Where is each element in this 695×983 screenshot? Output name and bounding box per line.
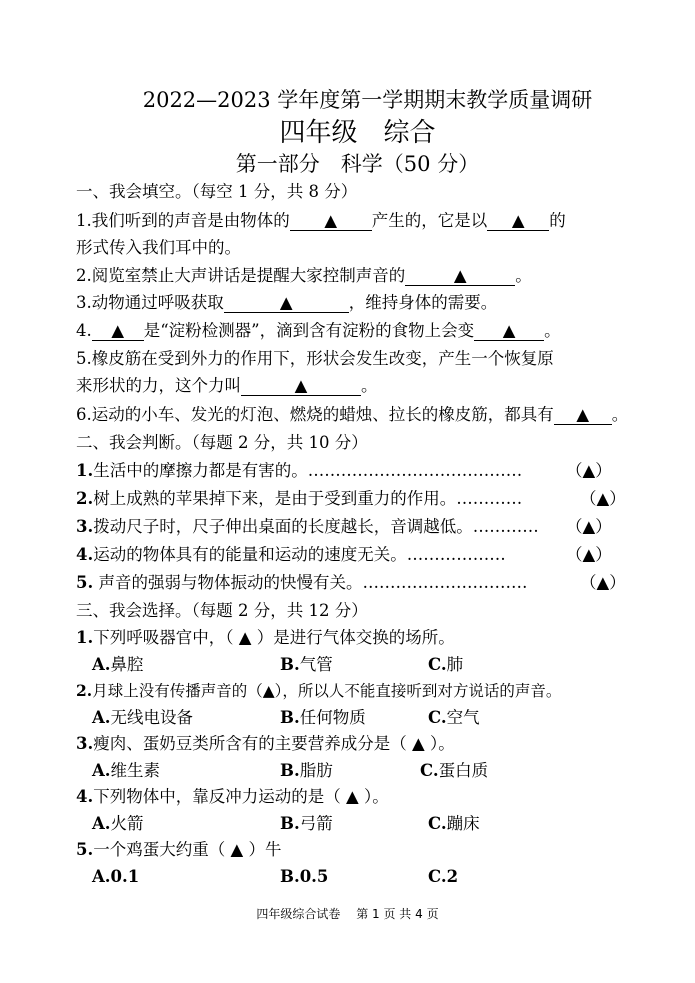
answer-blank[interactable] (92, 322, 144, 341)
choice-option[interactable]: C.蛋白质 (420, 761, 489, 780)
choice-option[interactable]: A.0.1 (92, 867, 140, 886)
choice-option[interactable]: B.0.5 (280, 867, 329, 886)
judge-answer-bracket[interactable]: （▲） (566, 517, 612, 536)
answer-blank[interactable] (224, 294, 349, 313)
triangle-mark-icon: ▲ (111, 321, 125, 340)
triangle-mark-icon: ▲ (502, 321, 516, 340)
page-footer: 四年级综合试卷 第 1 页 共 4 页 (256, 907, 439, 921)
fill-question-1-cont: 形式传入我们耳中的。 (76, 238, 241, 257)
choice-question-stem: 3.瘦肉、蛋奶豆类所含有的主要营养成分是（ ▲ ）。 (76, 734, 455, 753)
judge-question: 1.生活中的摩擦力都是有害的。………………………………… (76, 461, 523, 480)
triangle-mark-icon[interactable]: ▲ (411, 734, 425, 753)
fill-question-6: 6.运动的小车、发光的灯泡、燃烧的蜡烛、拉长的橡皮筋，都具有 ▲ 。 (76, 405, 629, 424)
choice-option[interactable]: B.任何物质 (280, 708, 366, 727)
triangle-mark-icon: ▲ (582, 545, 596, 564)
judge-answer-bracket[interactable]: （▲） (580, 489, 626, 508)
triangle-mark-icon: ▲ (324, 211, 338, 230)
judge-answer-bracket[interactable]: （▲） (580, 573, 626, 592)
choice-question-stem: 5.一个鸡蛋大约重（ ▲ ）牛 (76, 840, 282, 859)
triangle-mark-icon: ▲ (596, 573, 610, 592)
choice-question-stem: 1.下列呼吸器官中，（ ▲ ）是进行气体交换的场所。 (76, 628, 455, 647)
choice-question-stem: 4.下列物体中，靠反冲力运动的是（ ▲ ）。 (76, 787, 389, 806)
judge-answer-bracket[interactable]: （▲） (566, 545, 612, 564)
choice-option[interactable]: A.无线电设备 (92, 708, 194, 727)
triangle-mark-icon: ▲ (294, 376, 308, 395)
choice-option[interactable]: A.火箭 (92, 814, 144, 833)
choice-option[interactable]: A.鼻腔 (92, 655, 144, 674)
triangle-mark-icon: ▲ (576, 405, 590, 424)
choice-option[interactable]: C.蹦床 (428, 814, 480, 833)
choice-option[interactable]: C.2 (428, 867, 459, 886)
triangle-mark-icon: ▲ (596, 489, 610, 508)
fill-question-2: 2.阅览室禁止大声讲话是提醒大家控制声音的 ▲ 。 (76, 266, 532, 285)
triangle-mark-icon[interactable]: ▲ (262, 682, 275, 700)
triangle-mark-icon[interactable]: ▲ (230, 840, 244, 859)
part-title: 第一部分 科学（50 分） (235, 152, 480, 176)
fill-question-4: 4. ▲ 是“淀粉检测器”，滴到含有淀粉的食物上会变 ▲ 。 (76, 321, 561, 340)
exam-title: 2022—2023 学年度第一学期期末教学质量调研 (142, 88, 593, 112)
answer-blank[interactable] (405, 267, 515, 286)
choice-option[interactable]: B.弓箭 (280, 814, 333, 833)
triangle-mark-icon[interactable]: ▲ (345, 787, 359, 806)
fill-question-3: 3.动物通过呼吸获取 ▲ ，维持身体的需要。 (76, 293, 498, 312)
answer-blank[interactable] (241, 377, 361, 396)
judge-answer-bracket[interactable]: （▲） (566, 461, 612, 480)
choice-option[interactable]: A.维生素 (92, 761, 161, 780)
triangle-mark-icon: ▲ (453, 266, 467, 285)
choice-question-stem: 2.月球上没有传播声音的（▲），所以人不能直接听到对方说话的声音。 (76, 681, 562, 700)
answer-blank[interactable] (554, 406, 612, 425)
triangle-mark-icon[interactable]: ▲ (238, 628, 252, 647)
triangle-mark-icon: ▲ (511, 211, 525, 230)
judge-question: 4.运动的物体具有的能量和运动的速度无关。……………… (76, 545, 506, 564)
answer-blank[interactable] (487, 212, 549, 231)
judge-question: 2.树上成熟的苹果掉下来，是由于受到重力的作用。………… (76, 489, 523, 508)
section3-heading: 三、我会选择。（每题 2 分，共 12 分） (76, 601, 368, 620)
fill-question-5-cont: 来形状的力，这个力叫 ▲ 。 (76, 376, 378, 395)
answer-blank[interactable] (290, 212, 372, 231)
section2-heading: 二、我会判断。（每题 2 分，共 10 分） (76, 433, 368, 452)
triangle-mark-icon: ▲ (582, 461, 596, 480)
judge-question: 5. 声音的强弱与物体振动的快慢有关。………………………… (76, 573, 528, 592)
choice-option[interactable]: C.肺 (428, 655, 464, 674)
grade-subject-title: 四年级 综合 (279, 118, 436, 148)
choice-option[interactable]: C.空气 (428, 708, 480, 727)
triangle-mark-icon: ▲ (279, 293, 293, 312)
triangle-mark-icon: ▲ (582, 517, 596, 536)
choice-option[interactable]: B.脂肪 (280, 761, 333, 780)
judge-question: 3.拨动尺子时，尺子伸出桌面的长度越长，音调越低。………… (76, 517, 539, 536)
fill-question-5: 5.橡皮筋在受到外力的作用下，形状会发生改变，产生一个恢复原 (76, 349, 554, 368)
fill-question-1: 1.我们听到的声音是由物体的 ▲ 产生的，它是以 ▲ 的 (76, 211, 566, 230)
answer-blank[interactable] (474, 322, 544, 341)
choice-option[interactable]: B.气管 (280, 655, 333, 674)
section1-heading: 一、我会填空。（每空 1 分，共 8 分） (76, 182, 358, 201)
